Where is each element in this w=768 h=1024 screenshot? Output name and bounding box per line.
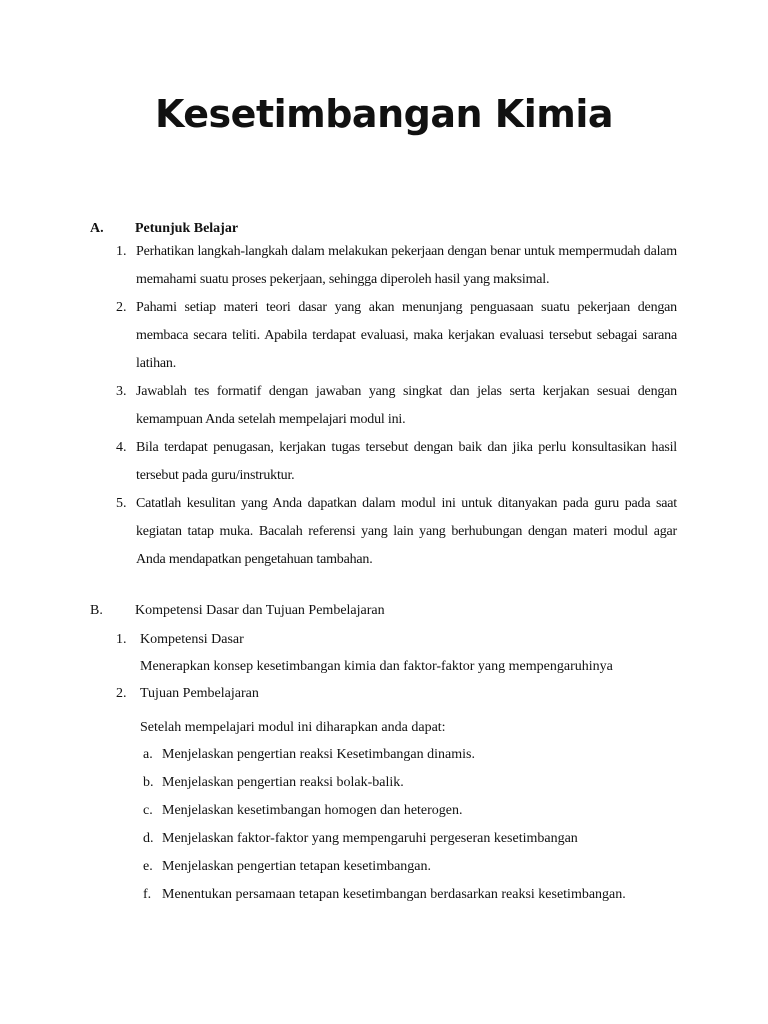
tujuan-intro: Setelah mempelajari modul ini diharapkan anda dapat:	[140, 720, 446, 735]
list-item	[116, 238, 677, 294]
list-letter: d.	[143, 831, 154, 846]
goal-item	[0, 741, 768, 769]
list-number: 2.	[116, 686, 127, 701]
list-item	[116, 378, 677, 434]
list-item-text: Menentukan persamaan tetapan kesetimbangan berdasarkan reaksi kesetimbangan.	[162, 887, 626, 902]
list-number: 3.	[116, 384, 127, 399]
kompetensi-dasar-heading: Kompetensi Dasar	[140, 632, 244, 647]
goal-item	[0, 769, 768, 797]
list-number: 4.	[116, 440, 127, 455]
list-letter: b.	[143, 775, 154, 790]
goal-item	[0, 881, 768, 909]
tujuan-row	[0, 680, 768, 707]
document-body	[0, 220, 768, 909]
tujuan-heading: Tujuan Pembelajaran	[140, 686, 259, 701]
list-item-text: Menjelaskan pengertian reaksi Kesetimbangan dinamis.	[162, 747, 475, 762]
section-a-letter: A.	[90, 221, 104, 236]
list-letter: f.	[143, 887, 152, 902]
list-item-text: Pahami setiap materi teori dasar yang akan menunjang penguasaan suatu pekerjaan dengan membaca secara teliti. Apabila terdapat evaluasi, maka kerjakan evaluasi tersebut sebagai sarana latihan.	[136, 300, 677, 371]
list-item-text: Catatlah kesulitan yang Anda dapatkan dalam modul ini untuk ditanyakan pada guru pada saat kegiatan tatap muka. Bacalah referensi yang lain yang berhubungan dengan materi modul agar Anda mendapatkan pengetahuan tambahan.	[136, 496, 677, 567]
kompetensi-dasar-row	[0, 626, 768, 653]
list-item-text: Jawablah tes formatif dengan jawaban yang singkat dan jelas serta kerjakan sesuai dengan kemampuan Anda setelah mempelajari modul ini.	[136, 384, 677, 427]
list-item	[116, 294, 677, 378]
list-letter: e.	[143, 859, 153, 874]
list-letter: c.	[143, 803, 153, 818]
tujuan-intro-row	[0, 714, 768, 741]
section-b-header	[0, 602, 768, 626]
list-item-text: Perhatikan langkah-langkah dalam melakukan pekerjaan dengan benar untuk mempermudah dalam memahami suatu proses pekerjaan, sehingga diperoleh hasil yang maksimal.	[136, 244, 677, 287]
list-item	[116, 434, 677, 490]
section-b	[0, 602, 768, 909]
section-b-heading: Kompetensi Dasar dan Tujuan Pembelajaran	[135, 603, 385, 618]
list-item-text: Menjelaskan pengertian tetapan kesetimbangan.	[162, 859, 432, 874]
list-number: 5.	[116, 496, 127, 511]
list-item-text: Menjelaskan faktor-faktor yang mempengaruhi pergeseran kesetimbangan	[162, 831, 578, 846]
list-item-text: Menjelaskan kesetimbangan homogen dan heterogen.	[162, 803, 463, 818]
section-b-letter: B.	[90, 603, 103, 618]
kompetensi-dasar-text-row	[0, 653, 768, 680]
list-number: 1.	[116, 632, 127, 647]
instruction-list	[0, 238, 768, 574]
goal-item	[0, 797, 768, 825]
list-item	[116, 490, 677, 574]
goal-item	[0, 853, 768, 881]
list-number: 2.	[116, 300, 127, 315]
list-letter: a.	[143, 747, 153, 762]
list-item-text: Bila terdapat penugasan, kerjakan tugas tersebut dengan baik dan jika perlu konsultasikan hasil tersebut pada guru/instruktur.	[136, 440, 677, 483]
kompetensi-dasar-text: Menerapkan konsep kesetimbangan kimia dan faktor-faktor yang mempengaruhinya	[140, 659, 613, 674]
section-a-heading: Petunjuk Belajar	[135, 221, 239, 236]
list-item-text: Menjelaskan pengertian reaksi bolak-balik.	[162, 775, 404, 790]
document-title: Kesetimbangan Kimia	[155, 92, 613, 136]
goal-item	[0, 825, 768, 853]
list-number: 1.	[116, 244, 127, 259]
